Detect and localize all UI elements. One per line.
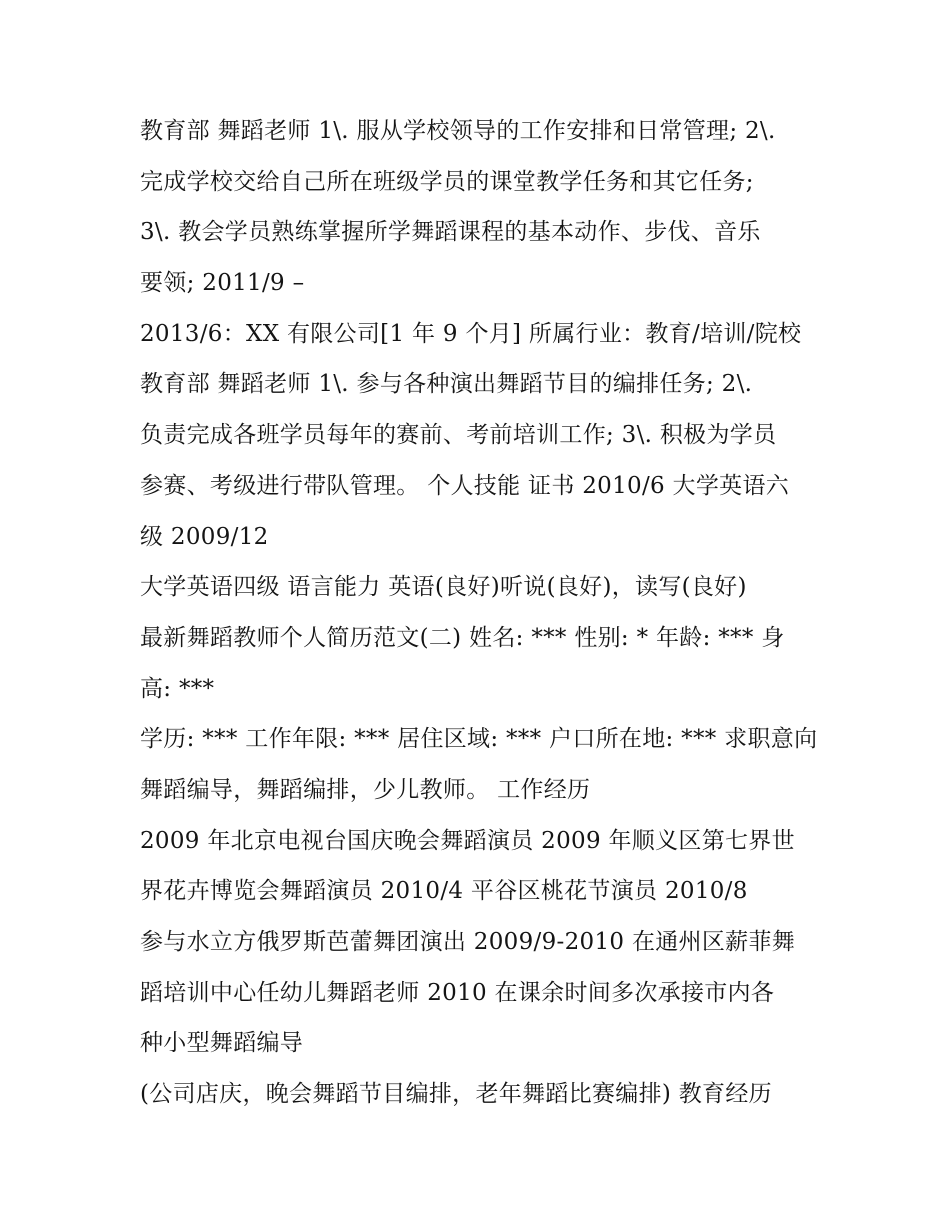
text-line: 舞蹈编导，舞蹈编排，少儿教师。 工作经历: [140, 776, 591, 803]
text-line: (公司店庆，晚会舞蹈节目编排，老年舞蹈比赛编排) 教育经历: [140, 1081, 772, 1108]
resume-text-block: [140, 106, 830, 1120]
text-line: 蹈培训中心任幼儿舞蹈老师 2010 在课余时间多次承接市内各: [140, 979, 775, 1006]
text-line: 2009 年北京电视台国庆晚会舞蹈演员 2009 年顺义区第七界世: [140, 827, 795, 854]
text-line: 种小型舞蹈编导: [140, 1030, 304, 1057]
text-line: 参与水立方俄罗斯芭蕾舞团演出 2009/9-2010 在通州区薪菲舞: [140, 929, 796, 955]
text-line: 教育部 舞蹈老师 1\. 参与各种演出舞蹈节目的编排任务; 2\.: [140, 371, 753, 398]
text-line: 参赛、考级进行带队管理。 个人技能 证书 2010/6 大学英语六: [140, 472, 790, 499]
text-line: 最新舞蹈教师个人简历范文(二) 姓名: *** 性别: * 年龄: *** 身: [140, 624, 785, 651]
text-line: 级 2009/12: [140, 523, 269, 550]
text-line: 2013/6：XX 有限公司[1 年 9 个月] 所属行业：教育/培训/院校: [140, 320, 802, 347]
text-line: 3\. 教会学员熟练掌握所学舞蹈课程的基本动作、步伐、音乐: [140, 219, 761, 246]
text-line: 高: ***: [140, 675, 215, 702]
text-line: 界花卉博览会舞蹈演员 2010/4 平谷区桃花节演员 2010/8: [140, 878, 748, 905]
text-line: 完成学校交给自己所在班级学员的课堂教学任务和其它任务;: [140, 168, 754, 195]
text-line: 大学英语四级 语言能力 英语(良好)听说(良好)，读写(良好): [140, 574, 747, 601]
text-line: 教育部 舞蹈老师 1\. 服从学校领导的工作安排和日常管理; 2\.: [140, 118, 776, 144]
text-line: 学历: *** 工作年限: *** 居住区域: *** 户口所在地: *** 求职意向: [140, 726, 818, 753]
text-line: 负责完成各班学员每年的赛前、考前培训工作; 3\. 积极为学员: [140, 422, 777, 449]
text-line: 要领; 2011/9 –: [140, 270, 305, 297]
